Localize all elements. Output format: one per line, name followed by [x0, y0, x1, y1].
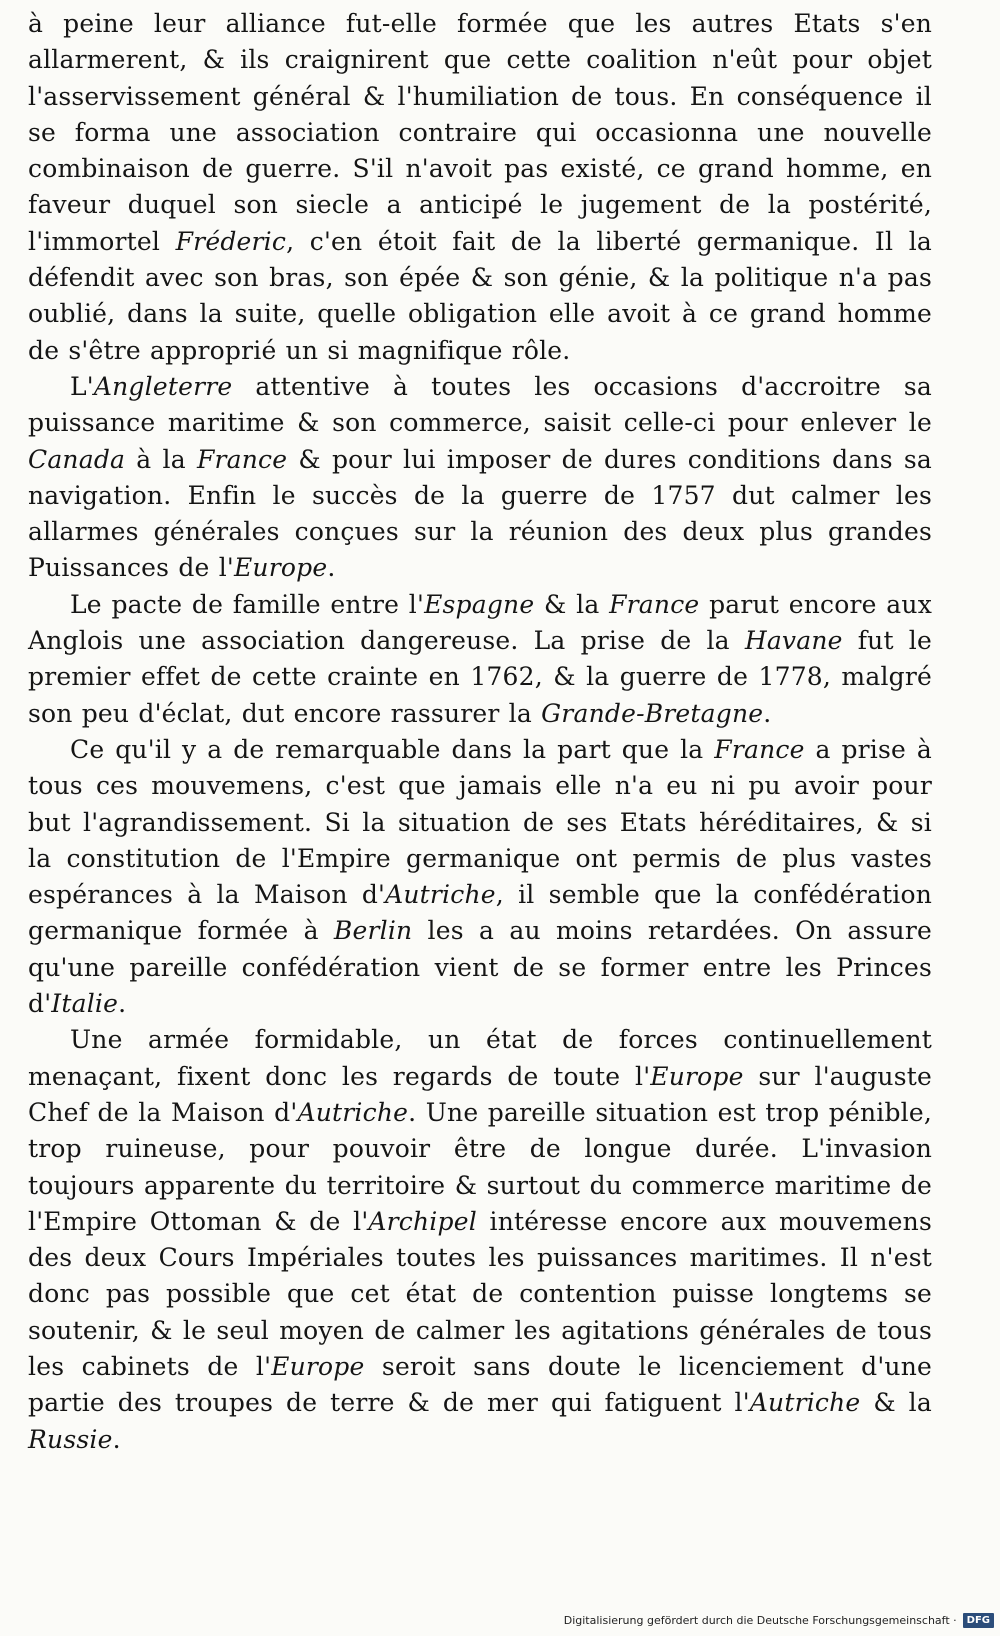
credit-text: Digitalisierung gefördert durch die Deutsche Forschungsgemeinschaft · [563, 1614, 957, 1627]
italic-term: France [609, 589, 700, 619]
italic-term: Russie [28, 1424, 113, 1454]
text-run: fut le premier effet de cette crainte en 1762, & la guerre de 1778, malgré son peu d'éclat, dut encore rassurer la [28, 626, 932, 728]
text-run: & la [860, 1388, 932, 1418]
italic-term: Espagne [424, 589, 535, 619]
text-run: à peine leur alliance fut-elle formée que les autres Etats s'en allarmerent, & ils craignirent que cette coalition n'eût pour objet l'asservissement général & l'humiliation de tous. En conséquence il se forma une association contraire qui occasionna une nouvelle combinaison de guerre. S'il n'avoit pas existé, ce grand homme, en faveur duquel son siecle a anticipé le jugement de la postérité, l'immortel [28, 9, 932, 256]
paragraph [28, 6, 932, 369]
italic-term: Europe [650, 1061, 744, 1091]
italic-term: France [196, 444, 288, 474]
text-run: & la [534, 589, 610, 619]
text-run: . [118, 989, 127, 1019]
text-run: & pour lui imposer de dures conditions dans sa navigation. Enfin le succès de la guerre de 1757 dut calmer les allarmes générales conçues sur la réunion des deux plus grandes Puissances de l' [28, 444, 932, 583]
text-run: . [112, 1424, 121, 1454]
italic-term: Europe [233, 553, 328, 583]
text-run: Une armée formidable, un état de forces continuellement menaçant, fixent donc les regards de toute l' [28, 1025, 932, 1091]
digitization-credit [564, 1613, 994, 1628]
paragraph [28, 732, 932, 1022]
italic-term: Autriche [385, 880, 496, 910]
italic-term: Angleterre [93, 371, 233, 401]
italic-term: Canada [28, 444, 126, 474]
text-run: sur l'auguste Chef de la Maison d' [28, 1061, 932, 1127]
text-run: . [763, 698, 772, 728]
italic-term: Autriche [749, 1388, 861, 1418]
italic-term: Berlin [333, 916, 413, 946]
text-run: , c'en étoit fait de la liberté germanique. Il la défendit avec son bras, son épée & son génie, & la politique n'a pas oublié, dans la suite, quelle obligation elle avoit à ce grand homme de s'être approprié un si magnifique rôle. [28, 226, 932, 365]
paragraph [28, 1022, 932, 1458]
text-run: parut encore aux Anglois une association dangereuse. La prise de la [28, 589, 933, 656]
text-run: , il semble que la confédération germanique formée à [28, 880, 932, 946]
italic-term: Italie [51, 989, 119, 1019]
text-run: Ce qu'il y a de remarquable dans la part que la [70, 734, 715, 764]
italic-term: Autriche [297, 1097, 409, 1127]
italic-term: Grande-Bretagne [541, 698, 764, 728]
text-run: . [327, 553, 336, 583]
text-run: . Une pareille situation est trop pénible, trop ruineuse, pour pouvoir être de longue durée. L'invasion toujours apparente du territoire & surtout du commerce maritime de l'Empire Ottoman & de l' [28, 1097, 932, 1236]
italic-term: France [714, 734, 805, 764]
dfg-logo: DFG [963, 1613, 994, 1628]
text-run: attentive à toutes les occasions d'accroitre sa puissance maritime & son commerce, saisit celle-ci pour enlever le [28, 371, 932, 438]
text-run: intéresse encore aux mouvemens des deux Cours Impériales toutes les puissances maritimes. Il n'est donc pas possible que cet état de contention puisse longtems se soutenir, & le seul moyen de calmer les agitations générales de tous les cabinets de l' [28, 1206, 932, 1381]
italic-term: Fréderic [175, 226, 287, 256]
text-run: seroit sans doute le licenciement d'une partie des troupes de terre & de mer qui fatiguent l' [28, 1351, 932, 1418]
text-run: Le pacte de famille entre l' [70, 589, 425, 619]
paragraph [28, 369, 932, 587]
text-run: à la [125, 444, 197, 474]
italic-term: Europe [271, 1351, 365, 1381]
text-run: a prise à tous ces mouvemens, c'est que jamais elle n'a eu ni pu avoir pour but l'agrandissement. Si la situation de ses Etats héréditaires, & si la constitution de l'Empire germanique ont permis de plus vastes espérances à la Maison d' [28, 734, 932, 910]
text-run: L' [70, 371, 94, 401]
text-run: les a au moins retardées. On assure qu'une pareille confédération vient de se former entre les Princes d' [28, 916, 932, 1019]
italic-term: Archipel [368, 1206, 477, 1236]
body-text [28, 6, 932, 1546]
italic-term: Havane [744, 626, 843, 656]
paragraph [28, 587, 932, 732]
